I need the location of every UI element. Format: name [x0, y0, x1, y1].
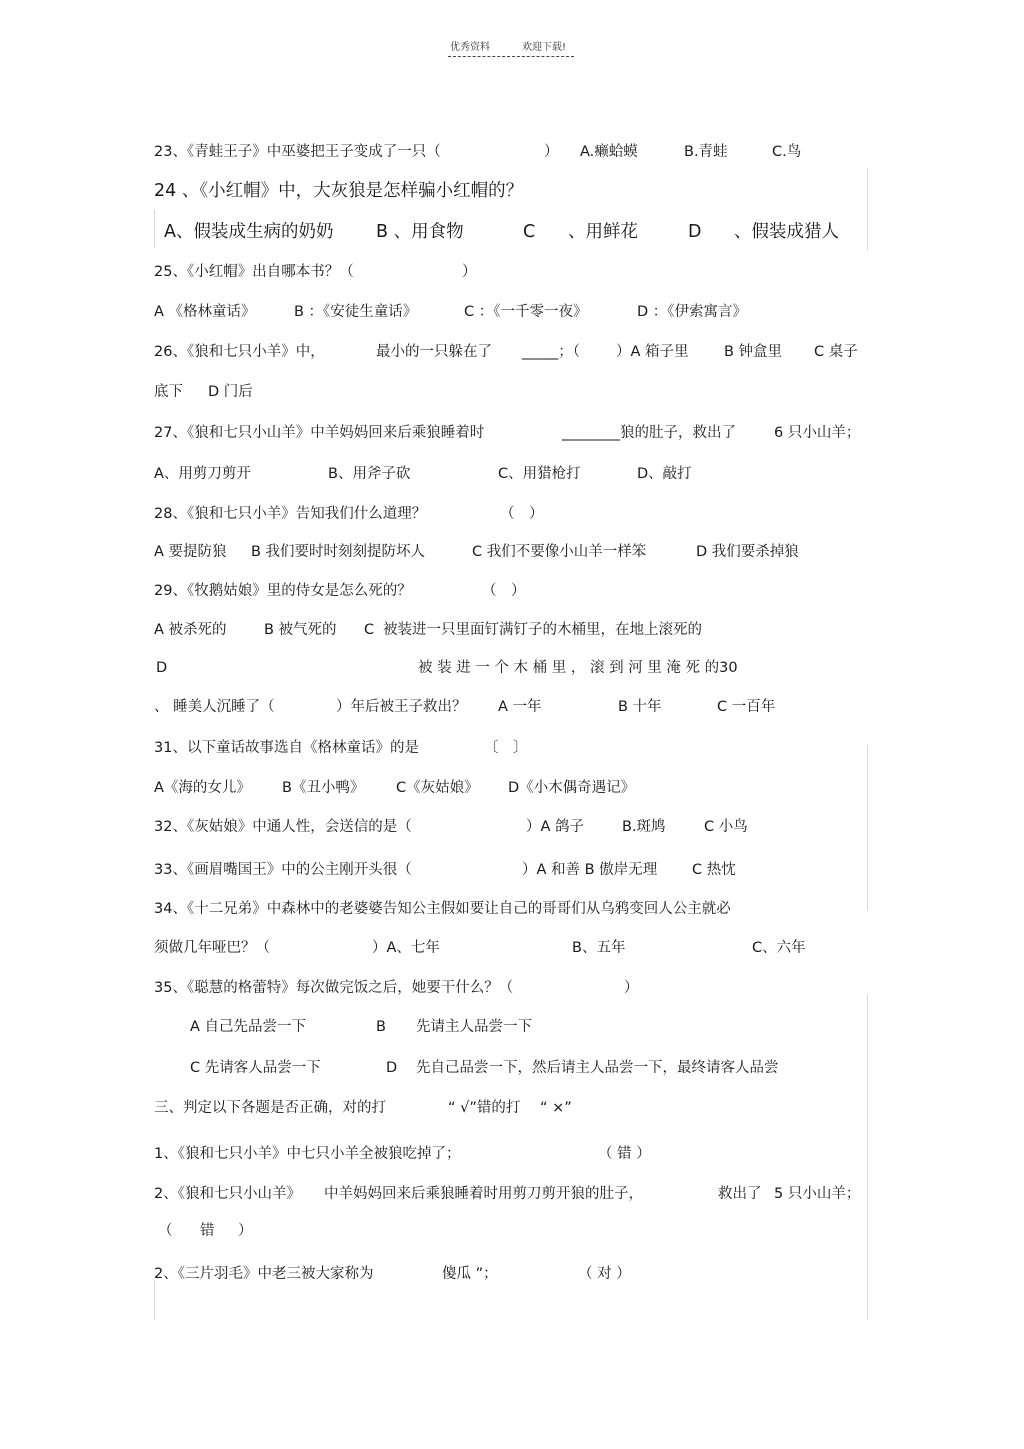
- margin-line-right-top: [867, 168, 868, 250]
- q35-option-b-letter: B: [376, 1019, 386, 1035]
- q29-option-c: 被装进一只里面钉满钉子的木桶里，在地上滚死的: [383, 622, 702, 638]
- q24-option-a: A、假装成生病的奶奶: [164, 222, 334, 242]
- q29-option-d-letter: D: [156, 660, 168, 676]
- q28-option-d: D 我们要杀掉狼: [696, 544, 799, 560]
- q24-text: 24 、《小红帽》中，大灰狼是怎样骗小红帽的？: [154, 181, 524, 201]
- q27-option-b: B、用斧子砍: [328, 466, 411, 482]
- q34-option-b: B、五年: [572, 940, 626, 956]
- q25-paren: ）: [462, 264, 477, 280]
- q30-text: 、 睡美人沉睡了（: [154, 699, 275, 715]
- q33-option-c: C 热忱: [692, 862, 736, 878]
- q26-option-a: ）A 箱子里: [616, 344, 689, 360]
- q28-option-a: A 要提防狼: [154, 544, 227, 560]
- q26-option-b: B 钟盒里: [724, 344, 783, 360]
- q32-option-a: ）A 鸽子: [526, 819, 585, 835]
- q23-option-a: A.癞蛤蟆: [580, 144, 638, 160]
- q29-option-b: B 被气死的: [264, 622, 337, 638]
- q34-option-a: ）A、七年: [372, 940, 440, 956]
- q32-option-b: B.斑鸠: [622, 819, 666, 835]
- q27-option-a: A、用剪刀剪开: [154, 466, 251, 482]
- q30-text-2: ）年后被王子救出？: [336, 699, 467, 715]
- margin-line-right-bottom: [867, 995, 868, 1320]
- q26-blank: _____；（: [522, 344, 580, 360]
- j3-quote: 傻瓜 ”；: [442, 1266, 498, 1282]
- q24-option-d-letter: D: [688, 222, 702, 242]
- margin-line-right-mid: [867, 745, 868, 910]
- q31-option-d: D《小木偶奇遇记》: [508, 780, 636, 796]
- q33-option-ab: ）A 和善 B 傲岸无理: [522, 862, 658, 878]
- q30-option-a: A 一年: [498, 699, 542, 715]
- q32-option-c: C 小鸟: [704, 819, 748, 835]
- j2-text: 2、《狼和七只小山羊》: [154, 1186, 301, 1202]
- q27-option-c: C、用猎枪打: [498, 466, 581, 482]
- q24-option-c: 、用鲜花: [568, 222, 638, 242]
- q28-paren: （ ）: [500, 506, 544, 522]
- q31-text: 31、以下童话故事选自《格林童话》的是: [154, 740, 419, 756]
- q25-option-c: C ：《一千零一夜》: [464, 304, 588, 320]
- sec3-check: “ √”错的打: [448, 1100, 521, 1116]
- q26-option-d: D 门后: [208, 384, 253, 400]
- q29-option-d: 被 装 进 一 个 木 桶 里 ， 滚 到 河 里 淹 死 的30: [418, 660, 738, 676]
- q35-paren: ）: [624, 980, 639, 996]
- q29-option-c-letter: C: [364, 622, 375, 638]
- q35-option-d-letter: D: [386, 1060, 398, 1076]
- margin-line-left-bottom: [154, 1280, 155, 1320]
- q32-text: 32、《灰姑娘》中通人性，会送信的是（: [154, 819, 412, 835]
- j2-text-2: 中羊妈妈回来后乘狼睡着时用剪刀剪开狼的肚子，: [324, 1186, 643, 1202]
- j2-text-4: 5 只小山羊；: [774, 1186, 861, 1202]
- j3-answer: （ 对 ）: [578, 1266, 631, 1282]
- q26-option-c: C 桌子: [814, 344, 858, 360]
- q23-text: 23、《青蛙王子》中巫婆把王子变成了一只（: [154, 144, 441, 160]
- q31-bracket: 〔 〕: [484, 740, 528, 756]
- q27-text: 27、《狼和七只小山羊》中羊妈妈回来后乘狼睡着时: [154, 425, 485, 441]
- q35-option-a: A 自己先品尝一下: [190, 1019, 307, 1035]
- q23-option-c: C.鸟: [772, 144, 802, 160]
- header-right-text: 欢迎下载!: [522, 42, 567, 53]
- q30-option-c: C 一百年: [717, 699, 776, 715]
- q30-option-b: B 十年: [618, 699, 662, 715]
- q35-option-d: 先自己品尝一下，然后请主人品尝一下，最终请客人品尝: [416, 1060, 779, 1076]
- q29-option-a: A 被杀死的: [154, 622, 227, 638]
- q25-option-a: A 《格林童话》: [154, 304, 256, 320]
- q25-text: 25、《小红帽》出自哪本书？（: [154, 264, 354, 280]
- q35-option-b: 先请主人品尝一下: [416, 1019, 532, 1035]
- q28-option-b: B 我们要时时刻刻提防坏人: [251, 544, 426, 560]
- q26-text: 26、《狼和七只小羊》中，: [154, 344, 325, 360]
- j1-answer: （ 错 ）: [598, 1146, 651, 1162]
- q25-option-b: B ：《安徒生童话》: [294, 304, 418, 320]
- j3-text: 2、《三片羽毛》中老三被大家称为: [154, 1266, 374, 1282]
- q35-option-c: C 先请客人品尝一下: [190, 1060, 321, 1076]
- q27-option-d: D、敲打: [637, 466, 692, 482]
- q34-option-c: C、六年: [752, 940, 806, 956]
- q35-text: 35、《聪慧的格蕾特》每次做完饭之后，她要干什么？（: [154, 980, 514, 996]
- q26-cont-text: 底下: [154, 384, 183, 400]
- q29-paren: （ ）: [482, 583, 526, 599]
- q23-option-b: B.青蛙: [684, 144, 728, 160]
- sec3-text: 三、判定以下各题是否正确，对的打: [154, 1100, 386, 1116]
- q29-text: 29、《牧鹅姑娘》里的侍女是怎么死的？: [154, 583, 412, 599]
- q31-option-a: A《海的女儿》: [154, 780, 251, 796]
- q27-blank: ________狼的肚子，救出了: [562, 425, 736, 441]
- j1-text: 1、《狼和七只小羊》中七只小羊全被狼吃掉了；: [154, 1146, 461, 1162]
- j2-paren-open: （: [158, 1223, 173, 1239]
- q28-option-c: C 我们不要像小山羊一样笨: [472, 544, 647, 560]
- j2-answer: 错: [200, 1223, 215, 1239]
- q27-text-end: 6 只小山羊；: [774, 425, 861, 441]
- header-divider: [448, 56, 574, 57]
- margin-line-left-top: [154, 210, 155, 248]
- sec3-cross: “ ×”: [540, 1100, 572, 1116]
- q34-text: 34、《十二兄弟》中森林中的老婆婆告知公主假如要让自己的哥哥们从乌鸦变回人公主就必: [154, 901, 731, 917]
- q31-option-b: B《丑小鸭》: [282, 780, 365, 796]
- q34-cont-text: 须做几年哑巴？（: [154, 940, 270, 956]
- q24-option-d: 、假装成猎人: [734, 222, 839, 242]
- j2-paren-close: ）: [238, 1223, 253, 1239]
- q25-option-d: D ：《伊索寓言》: [637, 304, 748, 320]
- q24-option-c-letter: C: [523, 222, 536, 242]
- q26-text-2: 最小的一只躲在了: [376, 344, 492, 360]
- j2-text-3: 救出了: [718, 1186, 762, 1202]
- q33-text: 33、《画眉嘴国王》中的公主刚开头很（: [154, 862, 412, 878]
- header-left-text: 优秀资料: [450, 42, 490, 53]
- q24-option-b: B 、用食物: [376, 222, 464, 242]
- q31-option-c: C《灰姑娘》: [396, 780, 479, 796]
- q23-paren: ）: [544, 144, 559, 160]
- q28-text: 28、《狼和七只小羊》告知我们什么道理？: [154, 506, 427, 522]
